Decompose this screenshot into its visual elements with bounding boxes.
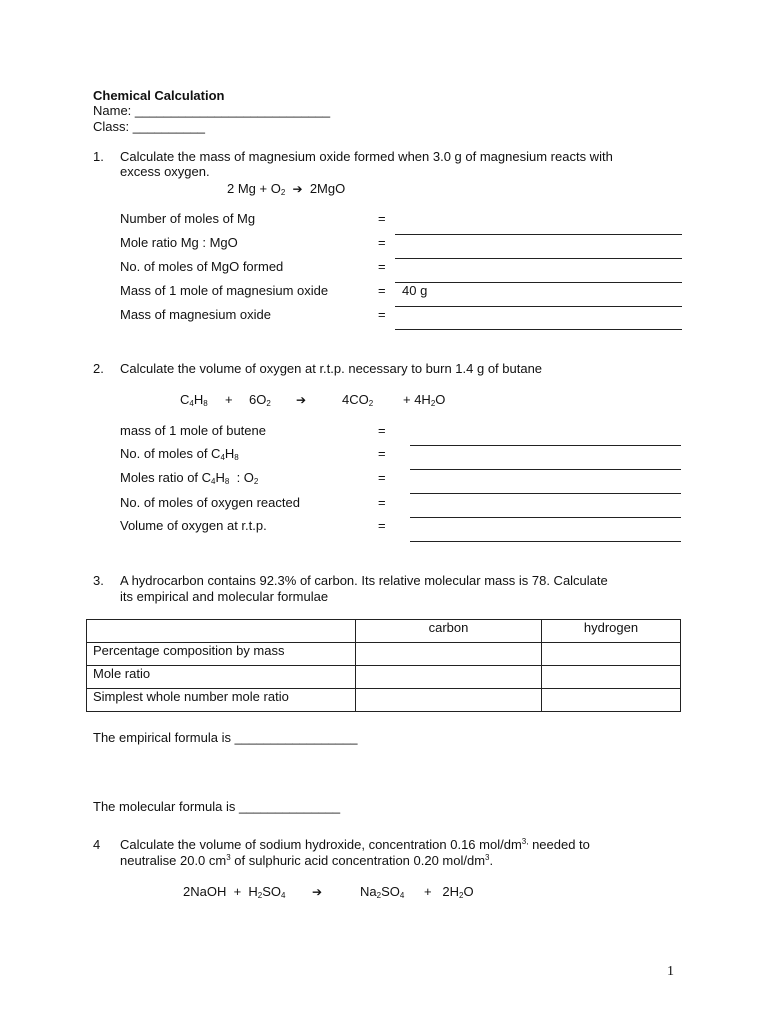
q1-row-equals: = (378, 235, 386, 250)
q4-text-line2: neutralise 20.0 $cm^3$ of sulphuric acid concentration 0.20 mol/$dm^3$. (120, 853, 494, 868)
table-header-row (87, 620, 681, 643)
q2-eq-product1: $4CO_2$ (342, 392, 374, 408)
q4-eq-product1: $Na_2SO_4$ (360, 884, 405, 900)
q2-eq-product2: + $4H_2O$ (403, 392, 446, 408)
q2-row-label: Moles ratio of $C_4H_8$ : $O_2$ (120, 470, 259, 486)
answer-line (410, 517, 681, 518)
q1-row-equals: = (378, 259, 386, 274)
answer-line (395, 329, 682, 330)
answer-line (395, 306, 682, 307)
table-row-label: Percentage composition by mass (87, 643, 356, 666)
q3-text-line2: its empirical and molecular formulae (120, 589, 329, 604)
table-row (87, 689, 681, 712)
answer-line (410, 541, 681, 542)
q2-row-equals: = (378, 446, 386, 461)
q2-number: 2. (93, 361, 104, 376)
table-row (87, 643, 681, 666)
table-cell (542, 689, 681, 712)
q2-eq-reactant1: $C_4H_8$ (180, 392, 208, 408)
q1-row-label: Mole ratio Mg : MgO (120, 235, 238, 250)
answer-line (395, 282, 682, 283)
name-field-label: Name: ___________________________ (93, 103, 331, 118)
composition-table (86, 619, 681, 712)
arrow-icon: ➔ (292, 182, 303, 196)
q2-eq-plus: + (225, 392, 233, 407)
q2-text: Calculate the volume of oxygen at r.t.p. necessary to burn 1.4 g of butane (120, 361, 543, 376)
arrow-icon: ➔ (312, 885, 323, 899)
table-header-cell (87, 620, 356, 643)
answer-line (410, 493, 681, 494)
q1-row-label: Mass of magnesium oxide (120, 307, 272, 322)
q2-row-equals: = (378, 518, 386, 533)
table-row-label: Mole ratio (87, 666, 356, 689)
q2-row-equals: = (378, 470, 386, 485)
q2-eq-reactant2: $6O_2$ (249, 392, 271, 408)
q2-row-label: mass of 1 mole of butene (120, 423, 266, 438)
class-field-label: Class: __________ (93, 119, 206, 134)
q1-answer-value: 40 g (402, 283, 428, 298)
q3-text-line1: A hydrocarbon contains 92.3% of carbon. Its relative molecular mass is 78. Calculate (120, 573, 608, 588)
q1-number: 1. (93, 149, 104, 164)
q4-text-line1: Calculate the volume of sodium hydroxide, concentration 0.16 mol/$dm^{3,}$ needed to (120, 837, 590, 852)
page-title: Chemical Calculation (93, 88, 225, 103)
q4-number: 4 (93, 837, 101, 852)
q1-row-label: Mass of 1 mole of magnesium oxide (120, 283, 329, 298)
arrow-icon: ➔ (296, 393, 307, 407)
q1-equation: 2 $Mg + O_2$ ➔ 2MgO (227, 181, 346, 197)
table-cell (356, 643, 542, 666)
answer-line (410, 469, 681, 470)
q1-row-equals: = (378, 307, 386, 322)
q2-row-label: No. of moles of $C_4H_8$ (120, 446, 239, 462)
table-cell (542, 643, 681, 666)
q1-row-label: Number of moles of Mg (120, 211, 256, 226)
table-row (87, 666, 681, 689)
table-cell (356, 689, 542, 712)
q2-row-label: Volume of oxygen at r.t.p. (120, 518, 267, 533)
q2-row-label: No. of moles of oxygen reacted (120, 495, 300, 510)
q3-number: 3. (93, 573, 104, 588)
answer-line (395, 234, 682, 235)
table-header-cell: hydrogen (542, 620, 681, 643)
answer-line (395, 258, 682, 259)
empirical-formula-prompt: The empirical formula is _________________ (93, 730, 358, 745)
q1-text-line2: excess oxygen. (120, 164, 210, 179)
page-number: 1 (667, 964, 674, 979)
q2-row-equals: = (378, 423, 386, 438)
table-row-label: Simplest whole number mole ratio (87, 689, 356, 712)
table-cell (356, 666, 542, 689)
q1-row-equals: = (378, 211, 386, 226)
q1-text-line1: Calculate the mass of magnesium oxide formed when 3.0 g of magnesium reacts with (120, 149, 613, 164)
table-header-cell: carbon (356, 620, 542, 643)
table-cell (542, 666, 681, 689)
molecular-formula-prompt: The molecular formula is ______________ (93, 799, 341, 814)
q4-eq-reactants: 2NaOH + $H_2SO_4$ (183, 884, 286, 900)
q4-eq-product2: + $2H_2O$ (424, 884, 474, 900)
q2-row-equals: = (378, 495, 386, 510)
q1-row-label: No. of moles of MgO formed (120, 259, 284, 274)
q1-row-equals: = (378, 283, 386, 298)
answer-line (410, 445, 681, 446)
